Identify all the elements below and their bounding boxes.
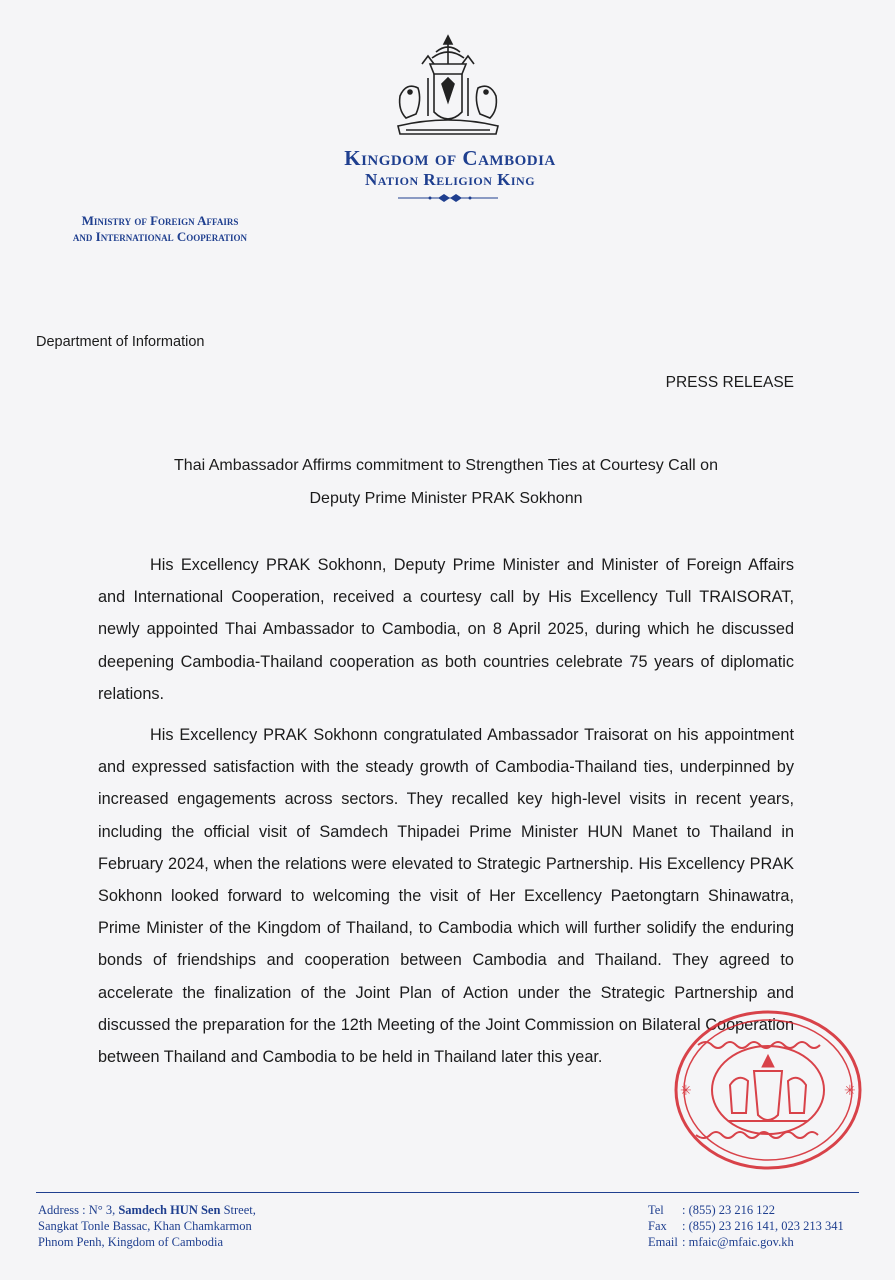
body-paragraph: His Excellency PRAK Sokhonn, Deputy Prime Minister and Minister of Foreign Affairs and International Cooperation, received a courtesy call by His Excellency Tull TRAISORAT, newly appointed Thai Ambassador to Cambodia, on 8 April 2025, during which he discussed deepening Cambodia-Thailand cooperation as both countries celebrate 75 years of diplomatic relations. — [98, 556, 794, 703]
official-seal-stamp-icon — [668, 1005, 868, 1175]
address-line1 — [38, 1202, 338, 1218]
fax-line — [648, 1218, 888, 1234]
address-line2: Sangkat Tonle Bassac, Khan Chamkarmon — [38, 1219, 252, 1233]
ministry-name-line2: and International Cooperation — [72, 229, 248, 244]
fax-value: : (855) 23 216 141, 023 213 341 — [682, 1219, 844, 1233]
tel-label: Tel — [648, 1203, 664, 1217]
address-street-suffix: Street, — [220, 1203, 256, 1217]
national-motto: Nation Religion King — [364, 170, 536, 189]
tel-value: : (855) 23 216 122 — [682, 1203, 776, 1217]
svg-text:✳: ✳ — [680, 1083, 692, 1099]
headline-line2: Deputy Prime Minister PRAK Sokhonn — [309, 490, 583, 507]
ministry-name-line1: Ministry of Foreign Affairs — [81, 213, 239, 228]
headline-line1: Thai Ambassador Affirms commitment to Strengthen Ties at Courtesy Call on — [174, 457, 718, 474]
footer-divider — [36, 1192, 859, 1193]
email-link[interactable]: : mfaic@mfaic.gov.kh — [682, 1235, 794, 1249]
footer-contact — [648, 1202, 888, 1250]
tel-line — [648, 1202, 888, 1218]
address-line3: Phnom Penh, Kingdom of Cambodia — [38, 1235, 224, 1249]
department-name: Department of Information — [36, 334, 205, 350]
email-line — [648, 1234, 888, 1250]
document-type: PRESS RELEASE — [665, 374, 794, 391]
body-paragraph: His Excellency PRAK Sokhonn congratulated Ambassador Traisorat on his appointment and expressed satisfaction with the steady growth of Cambodia-Thailand ties, underpinned by increased engagements across sectors. They recalled key high-level visits in recent years, including the official visit of Samdech Thipadei Prime Minister HUN Manet to Thailand in February 2024, when the relations were elevated to Strategic Partnership. His Excellency PRAK Sokhonn looked forward to welcoming the visit of Her Excellency Paetongtarn Shinawatra, Prime Minister of the Kingdom of Thailand, to Cambodia which will further solidify the enduring bonds of friendships and cooperation between Cambodia and Thailand. They agreed to accelerate the finalization of the Joint Plan of Action under the Strategic Partnership and discussed the preparation for the 12th Meeting of the Joint Commission on Bilateral Cooperation between Thailand and Cambodia to be held in Thailand later this year. — [98, 726, 794, 1067]
svg-text:✳: ✳ — [844, 1083, 856, 1099]
ornament-divider-icon — [398, 193, 498, 203]
email-label: Email — [648, 1235, 678, 1249]
royal-coat-of-arms-icon — [392, 34, 504, 142]
address-label: Address : N° 3, — [38, 1203, 119, 1217]
kingdom-heading: Kingdom of Cambodia — [344, 146, 556, 170]
fax-label: Fax — [648, 1219, 667, 1233]
footer-address — [38, 1202, 338, 1250]
address-street-name: Samdech HUN Sen — [118, 1203, 221, 1217]
